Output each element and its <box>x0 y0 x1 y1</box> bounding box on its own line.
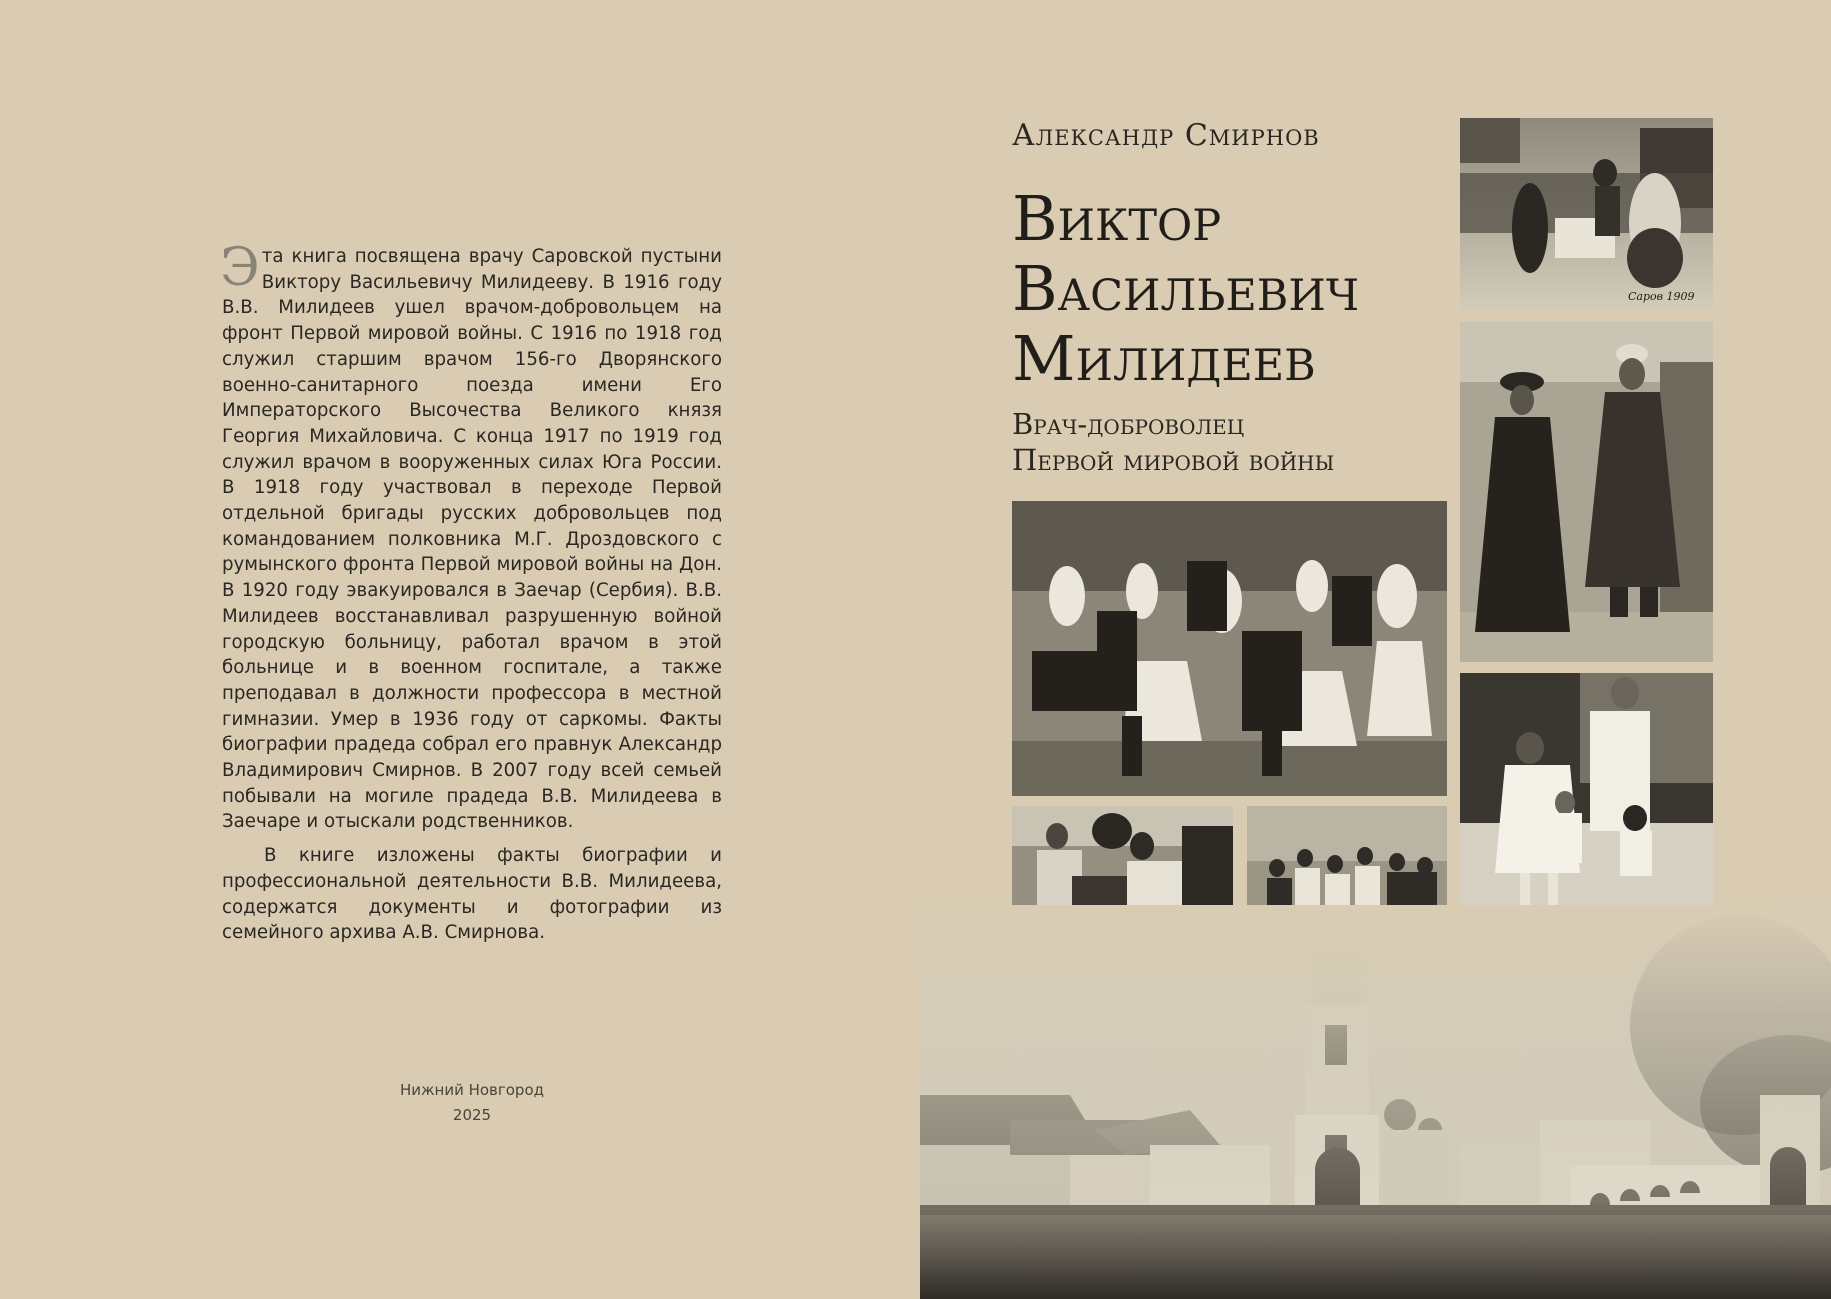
title-line-3: Милидеев <box>1012 322 1316 395</box>
imprint-year: 2025 <box>452 1106 492 1124</box>
photo-hospital-group <box>1012 501 1447 796</box>
imprint-city: Нижний Новгород <box>399 1081 545 1099</box>
annotation-paragraph-2: В книге изложены факты биографии и профессиональной деятельности В.В. Милидеева, содержатся документы и фотографии из семейного архива А.В. Смирнова. <box>222 845 722 944</box>
photo-caption: Саров 1909 <box>1628 290 1695 303</box>
book-subtitle <box>1012 406 1452 478</box>
annotation-paragraph-1-text: та книга посвящена врачу Саровской пустыни Виктору Васильевичу Милидееву. В 1916 году В.В. Милидеев ушел врачом-добровольцем на фронт Первой мировой войны. С 1916 по 1918 год служил старшим врачом 156-го Дворянского военно-санитарного поезда имени Его Императорского Высочества Великого князя Георгия Михайловича. С конца 1917 по 1919 год служил врачом в вооруженных силах Юга России. В 1918 году участвовал в переходе Первой отдельной бригады русских добровольцев под командованием полковника М.Г. Дроздовского с румынского фронта Первой мировой войны на Дон. В 1920 году эвакуировался в Заечар (Сербия). В.В. Милидеев восстанавливал разрушенную войной городскую больницу, работал врачом в этой больнице и в военном госпитале, а также преподавал в должности профессора в местной гимназии. Умер в 1936 году от саркомы. Факты биографии прадеда собрал его правнук Александр Владимирович Смирнов. В 2007 году всей семьей побывали на могиле прадеда В.В. Милидеева в Заечаре и отыскали родственников. <box>222 246 722 833</box>
annotation-paragraph-1 <box>220 238 722 835</box>
author-name: Александр Смирнов <box>1012 118 1320 153</box>
title-line-1: Виктор <box>1012 182 1222 255</box>
photo-monastery-street <box>920 905 1831 1299</box>
title-line-2: Васильевич <box>1012 252 1360 325</box>
photo-garden-tea <box>1460 118 1713 310</box>
book-title <box>1012 184 1452 394</box>
photo-couple-portrait <box>1460 322 1713 662</box>
back-cover-annotation <box>220 238 722 946</box>
subtitle-line-2: Первой мировой войны <box>1012 443 1335 477</box>
imprint <box>372 1078 572 1128</box>
drop-cap: Э <box>220 238 260 298</box>
subtitle-line-1: Врач-доброволец <box>1012 407 1245 441</box>
